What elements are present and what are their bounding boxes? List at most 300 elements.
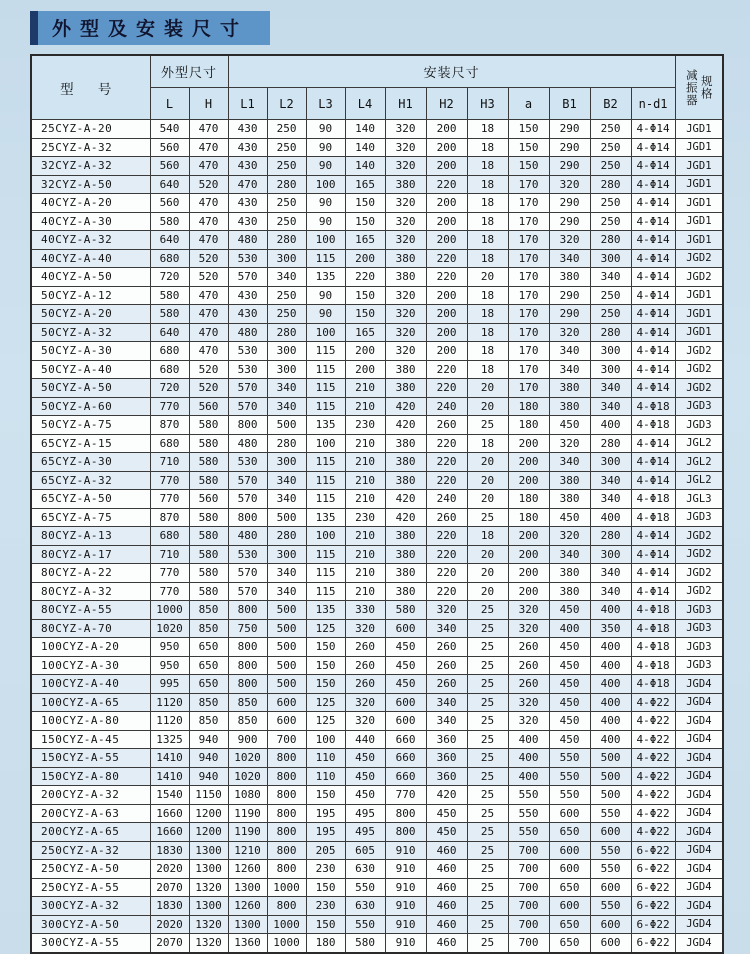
dimension-cell: 470 xyxy=(189,194,228,213)
table-row xyxy=(31,416,723,435)
dimension-cell: 400 xyxy=(508,767,549,786)
damper-spec-cell: JGD2 xyxy=(675,379,723,398)
dimension-cell: 18 xyxy=(467,249,508,268)
dimension-cell: 170 xyxy=(508,323,549,342)
dimension-cell: 140 xyxy=(345,157,385,176)
dimension-cell: 850 xyxy=(189,712,228,731)
dimension-cell: 20 xyxy=(467,471,508,490)
dimension-cell: 460 xyxy=(426,878,467,897)
dimension-cell: 450 xyxy=(345,767,385,786)
dimension-cell: 4-Φ14 xyxy=(631,231,675,250)
dimension-cell: 450 xyxy=(345,786,385,805)
dimension-cell: 115 xyxy=(306,545,345,564)
dimension-cell: 470 xyxy=(189,138,228,157)
dimension-cell: 500 xyxy=(267,601,306,620)
dimension-cell: 800 xyxy=(385,823,426,842)
damper-spec-cell: JGD4 xyxy=(675,730,723,749)
dimension-cell: 950 xyxy=(150,656,189,675)
dimension-cell: 460 xyxy=(426,897,467,916)
dimension-cell: 560 xyxy=(150,157,189,176)
table-row xyxy=(31,582,723,601)
column-group-install-dims: 安装尺寸 xyxy=(228,55,675,88)
model-cell: 250CYZ-A-32 xyxy=(31,841,150,860)
table-row xyxy=(31,360,723,379)
dimension-cell: 210 xyxy=(345,545,385,564)
dimension-cell: 600 xyxy=(267,693,306,712)
dimension-cell: 870 xyxy=(150,508,189,527)
dimension-cell: 4-Φ14 xyxy=(631,268,675,287)
table-row xyxy=(31,157,723,176)
dimension-cell: 450 xyxy=(549,730,590,749)
model-cell: 100CYZ-A-80 xyxy=(31,712,150,731)
dimension-cell: 25 xyxy=(467,934,508,953)
dimension-cell: 380 xyxy=(385,564,426,583)
column-header-l1: L1 xyxy=(228,88,267,120)
dimension-cell: 260 xyxy=(345,675,385,694)
dimension-cell: 150 xyxy=(345,286,385,305)
table-row xyxy=(31,453,723,472)
dimension-cell: 400 xyxy=(590,656,631,675)
dimension-cell: 200 xyxy=(426,305,467,324)
dimension-cell: 180 xyxy=(508,416,549,435)
dimension-cell: 240 xyxy=(426,397,467,416)
table-row xyxy=(31,323,723,342)
dimension-cell: 150 xyxy=(508,157,549,176)
dimension-cell: 800 xyxy=(267,804,306,823)
dimension-cell: 800 xyxy=(228,675,267,694)
dimension-cell: 600 xyxy=(590,878,631,897)
dimension-cell: 4-Φ18 xyxy=(631,638,675,657)
dimension-cell: 20 xyxy=(467,453,508,472)
dimension-cell: 1300 xyxy=(189,860,228,879)
table-row xyxy=(31,231,723,250)
dimension-cell: 280 xyxy=(267,323,306,342)
dimension-cell: 170 xyxy=(508,231,549,250)
dimension-cell: 140 xyxy=(345,120,385,139)
dimension-cell: 280 xyxy=(590,527,631,546)
column-header-h2: H2 xyxy=(426,88,467,120)
dimension-cell: 400 xyxy=(590,730,631,749)
dimension-cell: 420 xyxy=(385,416,426,435)
dimension-cell: 25 xyxy=(467,749,508,768)
model-cell: 200CYZ-A-32 xyxy=(31,786,150,805)
column-header-a: a xyxy=(508,88,549,120)
model-cell: 50CYZ-A-30 xyxy=(31,342,150,361)
model-cell: 150CYZ-A-80 xyxy=(31,767,150,786)
dimension-cell: 25 xyxy=(467,786,508,805)
dimension-cell: 580 xyxy=(189,508,228,527)
damper-spec-cell: JGD1 xyxy=(675,305,723,324)
table-row xyxy=(31,249,723,268)
dimension-cell: 320 xyxy=(549,231,590,250)
dimension-cell: 560 xyxy=(150,138,189,157)
table-body xyxy=(31,120,723,953)
dimension-cell: 25 xyxy=(467,897,508,916)
dimension-cell: 340 xyxy=(267,582,306,601)
dimension-cell: 260 xyxy=(508,675,549,694)
dimension-cell: 4-Φ22 xyxy=(631,786,675,805)
dimension-cell: 115 xyxy=(306,249,345,268)
damper-spec-cell: JGL2 xyxy=(675,453,723,472)
model-cell: 40CYZ-A-20 xyxy=(31,194,150,213)
dimension-cell: 600 xyxy=(385,693,426,712)
column-header-damper-spec xyxy=(675,55,723,120)
model-cell: 25CYZ-A-20 xyxy=(31,120,150,139)
dimension-cell: 1120 xyxy=(150,712,189,731)
dimension-cell: 250 xyxy=(267,305,306,324)
dimension-cell: 250 xyxy=(267,157,306,176)
dimension-cell: 530 xyxy=(228,545,267,564)
dimension-cell: 900 xyxy=(228,730,267,749)
dimension-cell: 18 xyxy=(467,138,508,157)
damper-spec-cell: JGD1 xyxy=(675,212,723,231)
dimension-cell: 180 xyxy=(508,397,549,416)
dimension-cell: 20 xyxy=(467,564,508,583)
dimension-cell: 770 xyxy=(150,490,189,509)
table-row xyxy=(31,379,723,398)
model-cell: 250CYZ-A-55 xyxy=(31,878,150,897)
dimension-cell: 260 xyxy=(426,416,467,435)
dimension-cell: 450 xyxy=(549,508,590,527)
column-header-b2: B2 xyxy=(590,88,631,120)
dimension-cell: 180 xyxy=(508,508,549,527)
dimension-cell: 4-Φ22 xyxy=(631,693,675,712)
damper-spec-cell: JGD2 xyxy=(675,360,723,379)
dimension-cell: 800 xyxy=(267,860,306,879)
dimension-cell: 4-Φ14 xyxy=(631,249,675,268)
dimension-cell: 250 xyxy=(267,194,306,213)
dimension-cell: 165 xyxy=(345,231,385,250)
dimension-cell: 380 xyxy=(385,379,426,398)
dimension-cell: 320 xyxy=(508,601,549,620)
dimension-cell: 300 xyxy=(267,545,306,564)
dimension-cell: 850 xyxy=(189,601,228,620)
dimension-cell: 25 xyxy=(467,638,508,657)
dimension-cell: 1210 xyxy=(228,841,267,860)
dimension-cell: 570 xyxy=(228,379,267,398)
table-row xyxy=(31,305,723,324)
dimension-cell: 460 xyxy=(426,841,467,860)
dimension-cell: 700 xyxy=(508,897,549,916)
dimension-cell: 200 xyxy=(426,157,467,176)
dimension-cell: 320 xyxy=(385,157,426,176)
dimension-cell: 150 xyxy=(306,915,345,934)
damper-spec-cell: JGD4 xyxy=(675,749,723,768)
dimension-cell: 430 xyxy=(228,194,267,213)
dimension-cell: 680 xyxy=(150,342,189,361)
model-cell: 300CYZ-A-50 xyxy=(31,915,150,934)
dimension-cell: 700 xyxy=(508,934,549,953)
dimension-cell: 720 xyxy=(150,379,189,398)
dimension-cell: 460 xyxy=(426,915,467,934)
table-header xyxy=(31,55,723,120)
dimension-cell: 910 xyxy=(385,897,426,916)
dimension-cell: 290 xyxy=(549,286,590,305)
dimension-cell: 150 xyxy=(508,138,549,157)
dimension-cell: 4-Φ14 xyxy=(631,157,675,176)
model-cell: 65CYZ-A-75 xyxy=(31,508,150,527)
dimension-cell: 910 xyxy=(385,878,426,897)
dimension-cell: 6-Φ22 xyxy=(631,878,675,897)
dimension-cell: 125 xyxy=(306,693,345,712)
dimension-cell: 300 xyxy=(267,249,306,268)
dimension-cell: 1000 xyxy=(267,934,306,953)
dimension-cell: 100 xyxy=(306,231,345,250)
table-row xyxy=(31,619,723,638)
model-cell: 32CYZ-A-50 xyxy=(31,175,150,194)
column-header-n-d1: n-d1 xyxy=(631,88,675,120)
dimension-cell: 4-Φ14 xyxy=(631,545,675,564)
dimension-cell: 400 xyxy=(508,730,549,749)
dimension-cell: 700 xyxy=(267,730,306,749)
dimension-cell: 650 xyxy=(189,656,228,675)
dimension-cell: 4-Φ22 xyxy=(631,804,675,823)
dimension-cell: 200 xyxy=(426,194,467,213)
dimension-cell: 200 xyxy=(508,453,549,472)
model-cell: 150CYZ-A-45 xyxy=(31,730,150,749)
dimension-cell: 650 xyxy=(189,638,228,657)
model-cell: 80CYZ-A-13 xyxy=(31,527,150,546)
dimension-cell: 580 xyxy=(189,434,228,453)
dimension-cell: 910 xyxy=(385,860,426,879)
dimension-cell: 1300 xyxy=(228,878,267,897)
damper-spec-cell: JGD4 xyxy=(675,767,723,786)
dimension-cell: 20 xyxy=(467,397,508,416)
model-cell: 32CYZ-A-32 xyxy=(31,157,150,176)
table-row xyxy=(31,712,723,731)
dimension-cell: 550 xyxy=(590,841,631,860)
dimension-cell: 440 xyxy=(345,730,385,749)
dimension-cell: 470 xyxy=(189,323,228,342)
dimension-cell: 195 xyxy=(306,823,345,842)
dimension-cell: 220 xyxy=(426,434,467,453)
dimension-cell: 380 xyxy=(549,397,590,416)
dimension-cell: 400 xyxy=(590,712,631,731)
damper-spec-cell: JGD4 xyxy=(675,786,723,805)
model-cell: 50CYZ-A-20 xyxy=(31,305,150,324)
table-row xyxy=(31,268,723,287)
dimension-cell: 600 xyxy=(549,841,590,860)
dimension-cell: 770 xyxy=(150,564,189,583)
dimension-cell: 4-Φ14 xyxy=(631,120,675,139)
dimension-cell: 115 xyxy=(306,453,345,472)
table-row xyxy=(31,286,723,305)
dimension-cell: 140 xyxy=(345,138,385,157)
dimension-cell: 320 xyxy=(385,120,426,139)
table-row xyxy=(31,934,723,953)
dimension-cell: 580 xyxy=(189,527,228,546)
dimension-cell: 1190 xyxy=(228,804,267,823)
dimension-cell: 220 xyxy=(345,268,385,287)
dimension-cell: 250 xyxy=(590,305,631,324)
model-cell: 100CYZ-A-40 xyxy=(31,675,150,694)
dimension-cell: 250 xyxy=(590,286,631,305)
dimension-cell: 380 xyxy=(385,471,426,490)
table-row xyxy=(31,508,723,527)
dimension-cell: 470 xyxy=(189,342,228,361)
dimension-cell: 340 xyxy=(267,564,306,583)
dimension-cell: 200 xyxy=(508,582,549,601)
dimension-cell: 135 xyxy=(306,268,345,287)
dimension-cell: 170 xyxy=(508,286,549,305)
dimension-cell: 300 xyxy=(590,360,631,379)
dimension-cell: 1410 xyxy=(150,749,189,768)
model-cell: 80CYZ-A-70 xyxy=(31,619,150,638)
dimension-cell: 110 xyxy=(306,749,345,768)
table-row xyxy=(31,786,723,805)
dimension-cell: 320 xyxy=(345,693,385,712)
dimension-cell: 260 xyxy=(426,508,467,527)
dimension-cell: 210 xyxy=(345,564,385,583)
dimension-cell: 320 xyxy=(385,305,426,324)
dimension-cell: 700 xyxy=(508,860,549,879)
dimension-cell: 4-Φ18 xyxy=(631,490,675,509)
damper-spec-cell: JGD4 xyxy=(675,934,723,953)
dimension-cell: 280 xyxy=(267,231,306,250)
column-group-outline-dims: 外型尺寸 xyxy=(150,55,228,88)
dimension-cell: 500 xyxy=(590,786,631,805)
damper-spec-cell: JGD2 xyxy=(675,582,723,601)
dimension-cell: 195 xyxy=(306,804,345,823)
dimension-cell: 450 xyxy=(549,712,590,731)
dimension-cell: 135 xyxy=(306,416,345,435)
damper-spec-label-line1: 减振器 xyxy=(684,68,699,107)
dimension-cell: 600 xyxy=(549,897,590,916)
dimension-cell: 1200 xyxy=(189,823,228,842)
dimension-cell: 470 xyxy=(189,231,228,250)
dimension-cell: 260 xyxy=(508,638,549,657)
dimension-cell: 600 xyxy=(385,619,426,638)
damper-spec-cell: JGD2 xyxy=(675,527,723,546)
dimension-cell: 4-Φ18 xyxy=(631,656,675,675)
dimension-cell: 200 xyxy=(345,360,385,379)
table-row xyxy=(31,915,723,934)
dimension-cell: 115 xyxy=(306,582,345,601)
dimension-cell: 800 xyxy=(228,638,267,657)
table-row xyxy=(31,527,723,546)
dimension-cell: 230 xyxy=(345,508,385,527)
dimension-cell: 290 xyxy=(549,212,590,231)
dimension-cell: 280 xyxy=(267,434,306,453)
dimension-cell: 420 xyxy=(385,490,426,509)
dimension-cell: 220 xyxy=(426,268,467,287)
dimension-cell: 115 xyxy=(306,471,345,490)
dimension-cell: 570 xyxy=(228,268,267,287)
dimension-cell: 500 xyxy=(267,619,306,638)
dimension-cell: 430 xyxy=(228,157,267,176)
damper-spec-cell: JGD4 xyxy=(675,823,723,842)
damper-spec-cell: JGD3 xyxy=(675,638,723,657)
dimension-cell: 640 xyxy=(150,175,189,194)
damper-spec-label-line2: 规格 xyxy=(699,75,714,100)
dimension-cell: 220 xyxy=(426,175,467,194)
dimension-cell: 340 xyxy=(590,379,631,398)
dimension-cell: 550 xyxy=(345,878,385,897)
damper-spec-cell: JGD4 xyxy=(675,804,723,823)
dimension-cell: 200 xyxy=(426,138,467,157)
dimension-cell: 280 xyxy=(267,527,306,546)
dimension-cell: 520 xyxy=(189,379,228,398)
dimension-cell: 340 xyxy=(549,249,590,268)
dimension-cell: 4-Φ14 xyxy=(631,323,675,342)
model-cell: 50CYZ-A-75 xyxy=(31,416,150,435)
dimension-cell: 340 xyxy=(590,268,631,287)
damper-spec-cell: JGD3 xyxy=(675,656,723,675)
dimension-cell: 600 xyxy=(590,934,631,953)
damper-spec-cell: JGD2 xyxy=(675,249,723,268)
model-cell: 80CYZ-A-32 xyxy=(31,582,150,601)
dimension-cell: 1260 xyxy=(228,860,267,879)
dimension-cell: 210 xyxy=(345,527,385,546)
dimension-cell: 250 xyxy=(267,120,306,139)
dimension-cell: 800 xyxy=(267,786,306,805)
dimension-cell: 4-Φ14 xyxy=(631,360,675,379)
dimension-cell: 605 xyxy=(345,841,385,860)
dimension-cell: 290 xyxy=(549,194,590,213)
dimension-cell: 1260 xyxy=(228,897,267,916)
dimension-cell: 6-Φ22 xyxy=(631,841,675,860)
dimension-cell: 205 xyxy=(306,841,345,860)
dimension-cell: 170 xyxy=(508,212,549,231)
dimension-cell: 800 xyxy=(267,749,306,768)
dimension-cell: 400 xyxy=(590,693,631,712)
dimension-cell: 230 xyxy=(306,897,345,916)
dimension-cell: 320 xyxy=(385,138,426,157)
dimension-cell: 280 xyxy=(267,175,306,194)
dimension-cell: 530 xyxy=(228,453,267,472)
dimension-cell: 115 xyxy=(306,490,345,509)
dimension-cell: 250 xyxy=(590,138,631,157)
table-row xyxy=(31,878,723,897)
dimension-cell: 430 xyxy=(228,138,267,157)
dimension-cell: 430 xyxy=(228,305,267,324)
dimension-cell: 4-Φ14 xyxy=(631,138,675,157)
dimension-cell: 910 xyxy=(385,915,426,934)
table-row xyxy=(31,194,723,213)
dimension-cell: 18 xyxy=(467,323,508,342)
dimension-cell: 320 xyxy=(385,286,426,305)
dimension-cell: 540 xyxy=(150,120,189,139)
dimension-cell: 18 xyxy=(467,120,508,139)
dimension-cell: 25 xyxy=(467,693,508,712)
dimension-cell: 400 xyxy=(590,601,631,620)
dimension-cell: 320 xyxy=(508,693,549,712)
dimension-cell: 340 xyxy=(590,471,631,490)
dimension-cell: 25 xyxy=(467,915,508,934)
dimension-cell: 340 xyxy=(426,619,467,638)
dimension-cell: 470 xyxy=(189,157,228,176)
dimension-cell: 150 xyxy=(508,120,549,139)
damper-spec-cell: JGD4 xyxy=(675,693,723,712)
dimension-cell: 580 xyxy=(189,545,228,564)
dimension-cell: 18 xyxy=(467,360,508,379)
damper-spec-cell: JGD1 xyxy=(675,138,723,157)
table-row xyxy=(31,749,723,768)
dimension-cell: 4-Φ14 xyxy=(631,212,675,231)
dimension-cell: 6-Φ22 xyxy=(631,897,675,916)
dimension-cell: 210 xyxy=(345,397,385,416)
dimension-cell: 470 xyxy=(189,305,228,324)
table-row xyxy=(31,897,723,916)
dimension-cell: 380 xyxy=(385,527,426,546)
dimension-cell: 710 xyxy=(150,545,189,564)
dimension-cell: 90 xyxy=(306,157,345,176)
dimension-cell: 530 xyxy=(228,342,267,361)
dimension-cell: 220 xyxy=(426,249,467,268)
table-row xyxy=(31,693,723,712)
dimension-cell: 4-Φ18 xyxy=(631,675,675,694)
dimension-cell: 100 xyxy=(306,434,345,453)
